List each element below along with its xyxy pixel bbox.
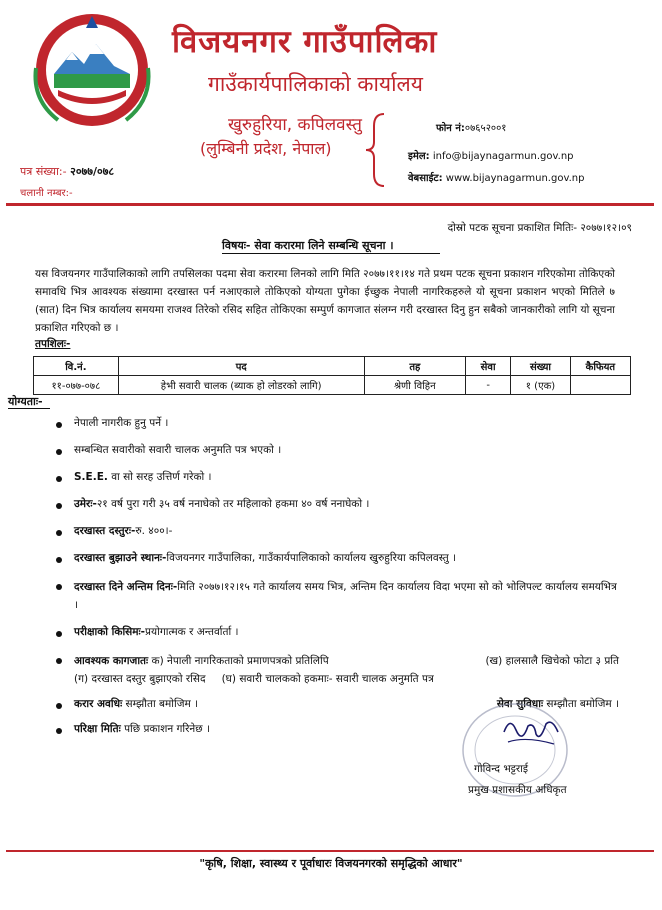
website-label: वेबसाईट:: [408, 173, 443, 184]
notice-body: यस विजयनगर गाउँपालिकाको लागि तपसिलका पदमा सेवा करारमा लिनको लागि मिति २०७७।११।१४ गते प्रथम पटक सूचना प्रकाशन गरिएकोमा तोकिएको समावधि भित्र आवश्यक संख्यामा दरखास्त पर्न नआएकाले तोकिएको योग्यता पुगेका ईच्छुक नेपाली नागरिकहरुले यो सूचना प्रकाशन भएको मितिले ७ (सात) दिन भित्र कार्यालय समयमा राजश्व तिरेको रसिद सहित तोकिएका सम्पुर्ण कागजात संलग्न गरी दरखास्त दिनु हुन सबैको जानकारीको लागि यो सूचना प्रकाशित गरिएको छ ।: [35, 268, 615, 334]
requirement-label: करार अवधिः: [74, 698, 123, 710]
bullet-icon: [56, 422, 62, 428]
table-cell: -: [466, 376, 511, 395]
footer-motto: "कृषि, शिक्षा, स्वास्थ्य र पूर्वाधारः विजयनगरको समृद्धिको आधार": [199, 857, 463, 870]
province-name: (लुम्बिनी प्रदेश, नेपाल): [200, 139, 332, 158]
requirement-text: २१ वर्ष पुरा गरी ३५ वर्ष ननाघेको तर महिलाको हकमा ४० वर्ष ननाघेको ।: [96, 498, 370, 510]
website-line: [408, 170, 584, 184]
municipality-emblem-logo: [28, 10, 156, 128]
notice-subject: विषयः- सेवा करारमा लिने सम्बन्धि सूचना ।: [222, 239, 394, 252]
handwritten-signature: [496, 712, 566, 750]
office-address: खुरुहुरिया, कपिलवस्तु: [228, 115, 362, 135]
requirement-text: (ख) हालसालै खिचेको फोटा ३ प्रति: [485, 655, 619, 667]
table-cell: श्रेणी विहिन: [364, 376, 465, 395]
bullet-icon: [56, 703, 62, 709]
requirement-text: वा सो सरह उत्तिर्ण गरेको ।: [111, 471, 212, 483]
column-header: सेवा: [466, 357, 511, 376]
vacancy-table: [33, 356, 631, 395]
requirement-text: पछि प्रकाशन गरिनेछ ।: [124, 723, 210, 735]
list-item: [54, 652, 619, 688]
municipality-title: विजयनगर गाउँपालिका: [172, 24, 438, 60]
bullet-icon: [56, 449, 62, 455]
requirement-label: दरखास्त दस्तुरः-: [74, 525, 136, 537]
letter-number-label: पत्र संख्या:-: [20, 165, 67, 178]
requirement-text: सम्झौता बमोजिम ।: [125, 698, 199, 710]
email-address[interactable]: info@bijaynagarmun.gov.np: [432, 151, 574, 162]
list-item: [54, 578, 619, 614]
requirement-label: दरखास्त दिने अन्तिम दिनः-: [74, 581, 178, 593]
bullet-icon: [56, 503, 62, 509]
requirement-text: सम्बन्धित सवारीको सवारी चालक अनुमति पत्र भएको ।: [74, 444, 282, 456]
office-name: गाउँकार्यपालिकाको कार्यालय: [208, 72, 423, 96]
email-line: [408, 148, 574, 162]
table-cell: [570, 376, 630, 395]
website-url[interactable]: www.bijaynagarmun.gov.np: [445, 173, 585, 184]
requirement-label: सेवा सुविधाः: [496, 698, 544, 710]
signatory-title: प्रमुख प्रशासकीय अधिकृत: [468, 784, 567, 796]
qualifications-underline: [8, 408, 50, 409]
table-cell: १ (एक): [511, 376, 571, 395]
bullet-icon: [56, 584, 62, 590]
bullet-icon: [56, 476, 62, 482]
column-header: वि.नं.: [34, 357, 119, 376]
requirement-text: (घ) सवारी चालकको हकमाः- सवारी चालक अनुमति पत्र: [221, 673, 434, 685]
footer-divider: [6, 850, 654, 852]
bullet-icon: [56, 530, 62, 536]
bullet-icon: [56, 557, 62, 563]
table-header-row: [34, 357, 631, 376]
requirement-label: S.E.E.: [74, 471, 108, 483]
requirement-label: दरखास्त बुझाउने स्थानः-: [74, 552, 167, 564]
list-item: [54, 443, 619, 457]
requirement-text: सम्झौता बमोजिम ।: [546, 698, 619, 710]
requirement-text: विजयनगर गाउँपालिका, गाउँकार्यपालिकाको कार्यालय खुरुहुरिया कपिलवस्तु ।: [166, 552, 457, 564]
requirement-text: क) नेपाली नागरिकताको प्रमाणपत्रको प्रतिलिपि: [151, 655, 329, 667]
list-item: [54, 416, 619, 430]
list-item: [54, 551, 619, 565]
phone-label: फोन नं:: [436, 123, 465, 134]
list-item: [54, 524, 619, 538]
requirement-label: परिक्षा मितिः: [74, 723, 121, 735]
dispatch-number-label: चलानी नम्बर:-: [20, 188, 73, 199]
documents-row-1: [74, 652, 619, 670]
phone-number: ०७६५२००१: [464, 123, 507, 134]
documents-row-2: [74, 670, 619, 688]
letter-number-value: २०७७/०७८: [70, 165, 115, 178]
signatory-name: गोविन्द भट्टराई: [474, 763, 529, 775]
subject-underline: [222, 253, 440, 254]
bullet-icon: [56, 658, 62, 664]
column-header: तह: [364, 357, 465, 376]
requirements-list: [54, 410, 619, 736]
bullet-icon: [56, 631, 62, 637]
brace-divider: [362, 112, 388, 188]
bullet-icon: [56, 728, 62, 734]
list-item: [54, 470, 619, 484]
letter-number: [20, 164, 114, 179]
details-heading: तपशिलः-: [35, 338, 71, 350]
list-item: [54, 497, 619, 511]
requirement-text: मिति २०७७।१२।१५ गते कार्यालय समय भित्र, अन्तिम दिन कार्यालय विदा भएमा सो को भोलिपल्ट कार्यालय समयभित्र ।: [74, 581, 617, 611]
requirement-text: नेपाली नागरीक हुनु पर्ने ।: [74, 417, 169, 429]
list-item: [54, 625, 619, 639]
requirement-label: परीक्षाको किसिमः-: [74, 626, 146, 638]
requirement-text: प्रयोगात्मक र अन्तर्वार्ता ।: [145, 626, 239, 638]
email-label: इमेल:: [408, 151, 430, 162]
table-cell: हेभी सवारी चालक (ब्याक हो लोडरको लागि): [118, 376, 364, 395]
header-divider: [6, 203, 654, 206]
requirement-label: उमेरः-: [74, 498, 97, 510]
phone-line: [436, 120, 507, 134]
requirement-text: (ग) दरखास्त दस्तुर बुझाएको रसिद: [74, 673, 206, 685]
requirement-text: रु. ४००।-: [135, 525, 173, 537]
column-header: कैफियत: [570, 357, 630, 376]
requirement-label: आवश्यक कागजातः: [74, 655, 149, 667]
column-header: संख्या: [511, 357, 571, 376]
table-cell: ११-०७७-०७८: [34, 376, 119, 395]
column-header: पद: [118, 357, 364, 376]
qualifications-heading: योग्यताः-: [8, 395, 43, 408]
table-row: [34, 376, 631, 395]
second-publish-date: दोस्रो पटक सूचना प्रकाशित मितिः- २०७७।१२।०९: [447, 222, 632, 234]
